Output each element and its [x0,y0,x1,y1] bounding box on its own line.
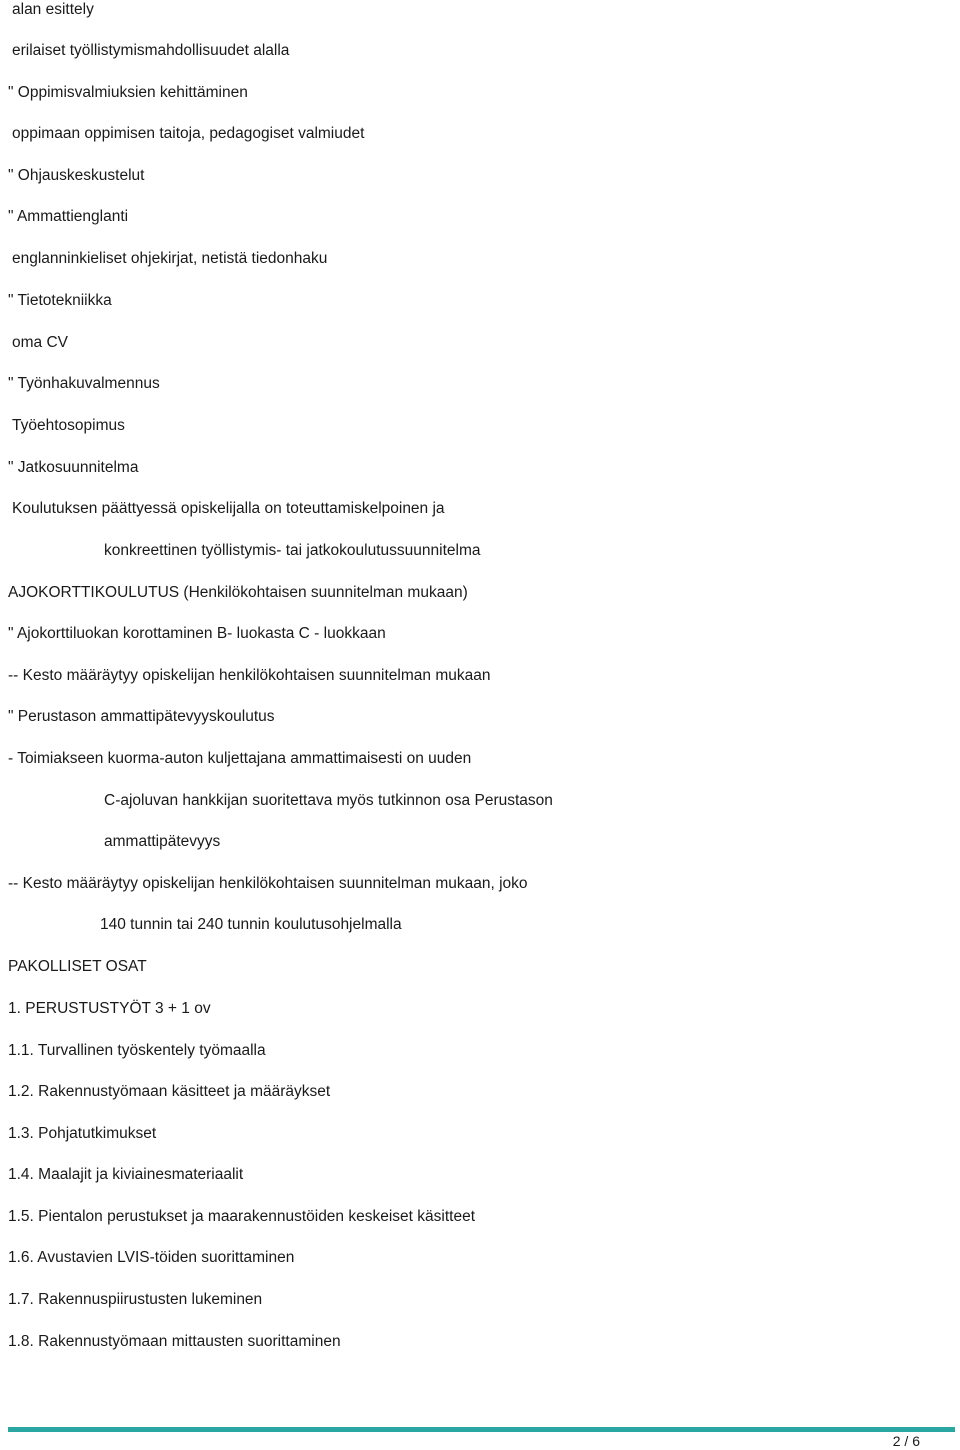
list-item: 1.8. Rakennustyömaan mittausten suorittaminen [8,1333,341,1350]
list-item: 1.3. Pohjatutkimukset [8,1125,157,1142]
text-line: englanninkieliset ohjekirjat, netistä tiedonhaku [12,250,328,267]
text-line: - Toimiakseen kuorma-auton kuljettajana ammattimaisesti on uuden [8,750,472,767]
list-item: 1.1. Turvallinen työskentely työmaalla [8,1042,266,1059]
list-item: " Ammattienglanti [8,208,129,225]
text-line: Työehtosopimus [12,417,125,434]
list-item: 1.7. Rakennuspiirustusten lukeminen [8,1291,263,1308]
text-line: alan esittely [12,1,94,18]
page-number: 2 / 6 [892,1433,920,1449]
list-item: 1.2. Rakennustyömaan käsitteet ja määräykset [8,1083,331,1100]
section-heading: 1. PERUSTUSTYÖT 3 + 1 ov [8,1000,211,1017]
text-line: -- Kesto määräytyy opiskelijan henkilökohtaisen suunnitelman mukaan, joko [8,875,528,892]
text-line: oma CV [12,334,68,351]
text-line: -- Kesto määräytyy opiskelijan henkilökohtaisen suunnitelman mukaan [8,667,491,684]
section-heading: PAKOLLISET OSAT [8,958,147,975]
list-item: " Jatkosuunnitelma [8,459,139,476]
text-line: Koulutuksen päättyessä opiskelijalla on toteuttamiskelpoinen ja [12,500,445,517]
text-line-indented: 140 tunnin tai 240 tunnin koulutusohjelmalla [100,916,402,933]
section-heading: AJOKORTTIKOULUTUS (Henkilökohtaisen suunnitelman mukaan) [8,584,468,601]
list-item: 1.5. Pientalon perustukset ja maarakennustöiden keskeiset käsitteet [8,1208,475,1225]
list-item: " Ohjauskeskustelut [8,167,145,184]
list-item: " Perustason ammattipätevyyskoulutus [8,708,275,725]
list-item: " Tietotekniikka [8,292,112,309]
footer-divider [8,1427,955,1432]
text-line-indented: C-ajoluvan hankkijan suoritettava myös tutkinnon osa Perustason [104,792,553,809]
list-item: " Työnhakuvalmennus [8,375,160,392]
text-line: erilaiset työllistymismahdollisuudet alalla [12,42,290,59]
list-item: " Oppimisvalmiuksien kehittäminen [8,84,248,101]
text-line-indented: konkreettinen työllistymis- tai jatkokoulutussuunnitelma [104,542,481,559]
list-item: " Ajokorttiluokan korottaminen B- luokasta C - luokkaan [8,625,386,642]
text-line-indented: ammattipätevyys [104,833,221,850]
text-line: oppimaan oppimisen taitoja, pedagogiset valmiudet [12,125,365,142]
list-item: 1.6. Avustavien LVIS-töiden suorittaminen [8,1249,295,1266]
list-item: 1.4. Maalajit ja kiviainesmateriaalit [8,1166,244,1183]
